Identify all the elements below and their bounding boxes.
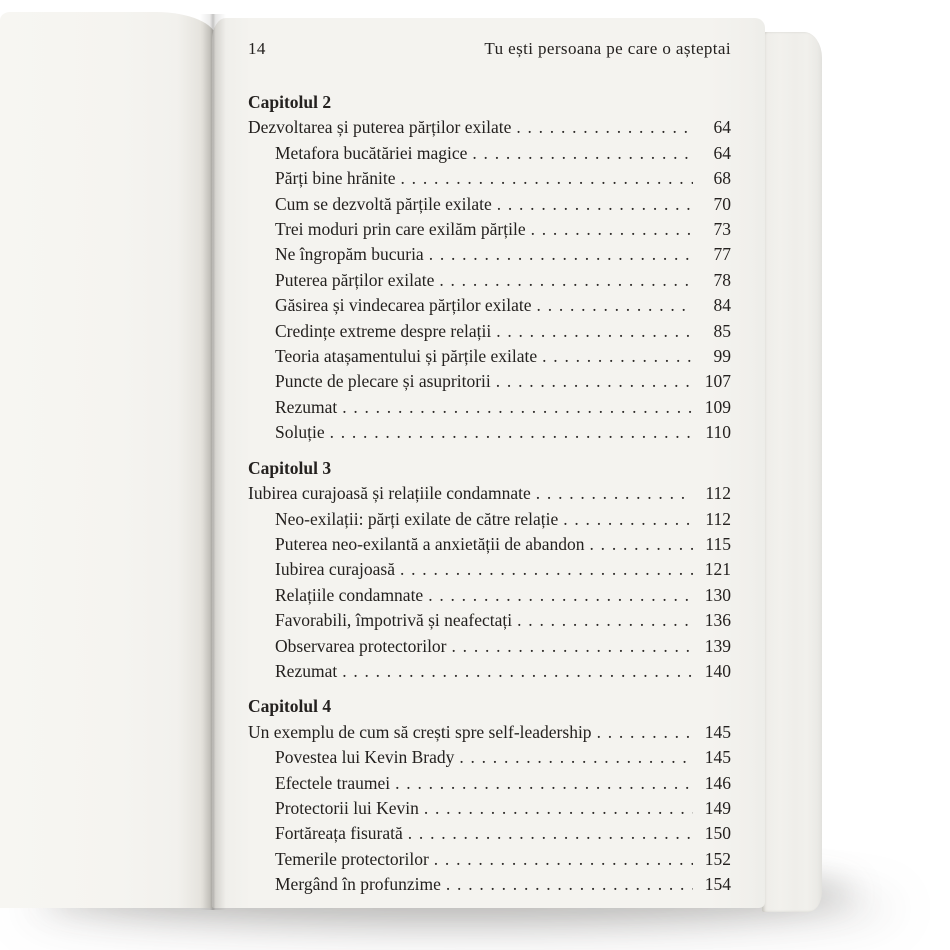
entry-label: Teoria atașamentului și părțile exilate [275, 346, 538, 367]
dot-leader [400, 557, 693, 582]
chapter-heading: Capitolul 2 [248, 92, 332, 112]
entry-page-number: 145 [704, 747, 731, 768]
dot-leader [424, 796, 693, 821]
toc-page [212, 18, 765, 908]
toc-entry [248, 344, 731, 369]
entry-page-number: 73 [713, 219, 731, 240]
toc-entry [248, 557, 731, 582]
dot-leader [496, 319, 693, 344]
page-header [248, 36, 731, 62]
dot-leader [459, 745, 693, 770]
toc-entry [248, 720, 731, 745]
entry-page-number: 152 [704, 848, 731, 869]
dot-leader [496, 369, 693, 394]
toc-entry [248, 771, 731, 796]
dot-leader [446, 872, 693, 897]
toc-entry [248, 796, 731, 821]
entry-page-number: 146 [704, 772, 731, 793]
toc-entry [248, 115, 731, 140]
entry-label: Rezumat [275, 396, 338, 417]
entry-label: Metafora bucătăriei magice [275, 142, 468, 163]
dot-leader [590, 532, 693, 557]
entry-page-number: 110 [705, 422, 731, 443]
running-title: Tu ești persoana pe care o așteptai [484, 39, 731, 58]
toc-chapter [248, 90, 731, 446]
toc-entry [248, 847, 731, 872]
dot-leader [497, 192, 693, 217]
entry-label: Un exemplu de cum să crești spre self-leadership [248, 721, 592, 742]
table-of-contents [248, 90, 731, 898]
dot-leader [401, 166, 693, 191]
entry-label: Relațiile condamnate [275, 584, 424, 605]
toc-entry [248, 293, 731, 318]
toc-entry [248, 141, 731, 166]
entry-page-number: 136 [704, 610, 731, 631]
entry-label: Efectele traumei [275, 772, 391, 793]
dot-leader [439, 268, 693, 293]
entry-label: Mergând în profunzime [275, 874, 441, 895]
toc-chapter [248, 694, 731, 897]
toc-entry [248, 481, 731, 506]
toc-entry [248, 507, 731, 532]
entry-page-number: 64 [713, 142, 731, 163]
toc-entry [248, 420, 731, 445]
toc-entry [248, 319, 731, 344]
entry-page-number: 84 [713, 295, 731, 316]
toc-entry [248, 745, 731, 770]
dot-leader [429, 242, 693, 267]
dot-leader [536, 481, 693, 506]
entry-label: Puterea neo-exilantă a anxietății de abandon [275, 533, 585, 554]
entry-label: Protectorii lui Kevin [275, 797, 419, 818]
entry-label: Rezumat [275, 660, 338, 681]
entry-label: Găsirea și vindecarea părților exilate [275, 295, 532, 316]
toc-entry [248, 192, 731, 217]
entry-page-number: 130 [704, 584, 731, 605]
dot-leader [516, 115, 693, 140]
left-blank-page [0, 12, 216, 908]
toc-entry [248, 872, 731, 897]
toc-entry [248, 369, 731, 394]
toc-entry [248, 608, 731, 633]
chapter-heading: Capitolul 3 [248, 457, 332, 478]
entry-page-number: 78 [713, 269, 731, 290]
entry-label: Iubirea curajoasă [275, 559, 395, 580]
toc-entry [248, 634, 731, 659]
dot-leader [537, 293, 693, 318]
dot-leader [342, 659, 693, 684]
toc-entry [248, 217, 731, 242]
dot-leader [408, 821, 693, 846]
toc-entry [248, 242, 731, 267]
entry-label: Trei moduri prin care exilăm părțile [275, 219, 526, 240]
dot-leader [434, 847, 693, 872]
entry-page-number: 150 [704, 823, 731, 844]
page-number: 14 [248, 39, 266, 58]
toc-entry [248, 268, 731, 293]
entry-label: Favorabili, împotrivă și neafectați [275, 610, 513, 631]
entry-page-number: 154 [704, 874, 731, 895]
chapter-heading: Capitolul 4 [248, 696, 332, 717]
entry-page-number: 112 [705, 508, 731, 529]
entry-page-number: 64 [713, 117, 731, 138]
dot-leader [452, 634, 693, 659]
entry-page-number: 77 [713, 244, 731, 265]
toc-entry [248, 166, 731, 191]
dot-leader [531, 217, 693, 242]
entry-page-number: 145 [704, 721, 731, 742]
dot-leader [342, 395, 693, 420]
entry-page-number: 99 [713, 346, 731, 367]
toc-entry [248, 532, 731, 557]
entry-label: Puncte de plecare și asupritorii [275, 371, 491, 392]
entry-page-number: 112 [705, 483, 731, 504]
entry-page-number: 149 [704, 797, 731, 818]
toc-entry [248, 583, 731, 608]
entry-label: Părți bine hrănite [275, 168, 396, 189]
entry-page-number: 139 [704, 635, 731, 656]
entry-label: Cum se dezvoltă părțile exilate [275, 193, 492, 214]
entry-label: Observarea protectorilor [275, 635, 447, 656]
entry-label: Puterea părților exilate [275, 269, 435, 290]
entry-page-number: 68 [713, 168, 731, 189]
entry-label: Credințe extreme despre relații [275, 320, 492, 341]
entry-label: Neo-exilații: părți exilate de către relație [275, 508, 559, 529]
entry-label: Ne îngropăm bucuria [275, 244, 424, 265]
entry-label: Iubirea curajoasă și relațiile condamnate [248, 483, 531, 504]
dot-leader [542, 344, 693, 369]
entry-label: Povestea lui Kevin Brady [275, 747, 455, 768]
dot-leader [428, 583, 693, 608]
entry-label: Fortăreața fisurată [275, 823, 403, 844]
toc-entry [248, 821, 731, 846]
entry-page-number: 109 [704, 396, 731, 417]
dot-leader [597, 720, 693, 745]
dot-leader [472, 141, 693, 166]
dot-leader [517, 608, 693, 633]
entry-page-number: 85 [713, 320, 731, 341]
dot-leader [395, 771, 693, 796]
dot-leader [330, 420, 693, 445]
entry-label: Temerile protectorilor [275, 848, 429, 869]
entry-page-number: 107 [704, 371, 731, 392]
toc-entry [248, 395, 731, 420]
entry-page-number: 115 [705, 533, 731, 554]
entry-label: Soluție [275, 422, 325, 443]
page-stack-fore-edge [762, 32, 822, 912]
entry-page-number: 70 [713, 193, 731, 214]
entry-page-number: 121 [704, 559, 731, 580]
entry-page-number: 140 [704, 660, 731, 681]
toc-chapter [248, 456, 731, 685]
book-gutter [200, 14, 226, 910]
toc-entry [248, 659, 731, 684]
entry-label: Dezvoltarea și puterea părților exilate [248, 117, 512, 138]
dot-leader [563, 507, 693, 532]
